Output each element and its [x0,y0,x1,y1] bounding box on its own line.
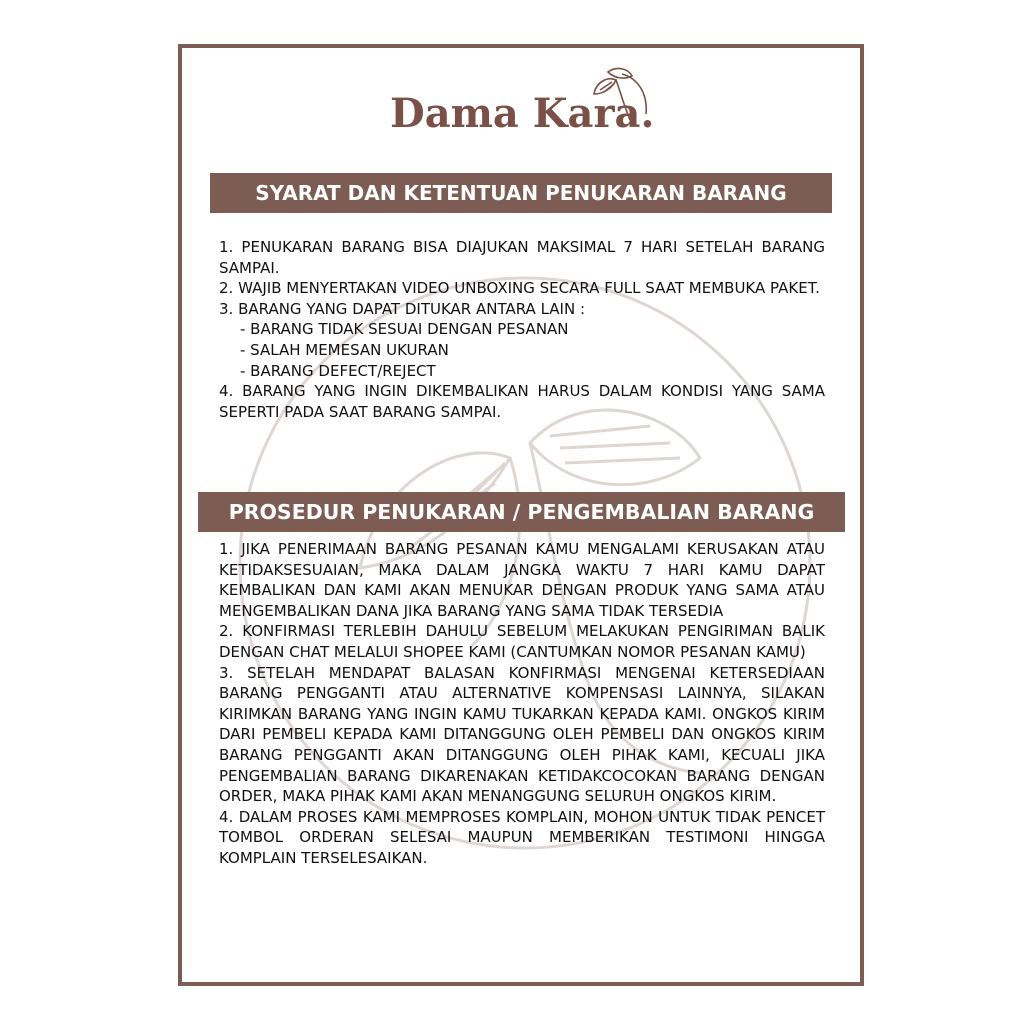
sub-list-item: - BARANG TIDAK SESUAI DENGAN PESANAN [240,320,569,339]
list-item: 3. SETELAH MENDAPAT BALASAN KONFIRMASI MENGENAI KETERSEDIAAN BARANG PENGGANTI ATAU ALTERNATIVE KOMPENSASI LAINNYA, SILAKAN KIRIMKAN BARANG YANG INGIN KAMU TUKARKAN KEPADA KAMI. ONGKOS KIRIM DARI PEMBELI KEPADA KAMI DITANGGUNG OLEH PEMBELI DAN ONGKOS KIRIM BARANG PENGGANTI AKAN DITANGGUNG OLEH PIHAK KAMI, KECUALI JIKA PENGEMBALIAN BARANG DIKARENAKAN KETIDAKCOCOKAN BARANG DENGAN ORDER, MAKA PIHAK KAMI AKAN MENANGGUNG SELURUH ONGKOS KIRIM. [219,663,825,806]
terms-list [219,237,825,422]
list-item: 2. WAJIB MENYERTAKAN VIDEO UNBOXING SECARA FULL SAAT MEMBUKA PAKET. [219,279,820,298]
list-item: 4. DALAM PROSES KAMI MEMPROSES KOMPLAIN, MOHON UNTUK TIDAK PENCET TOMBOL ORDERAN SELESAI MAUPUN MEMBERIKAN TESTIMONI HINGGA KOMPLAIN TERSELESAIKAN. [219,807,825,867]
list-item: 1. JIKA PENERIMAAN BARANG PESANAN KAMU MENGALAMI KERUSAKAN ATAU KETIDAKSESUAIAN, MAKA DALAM JANGKA WAKTU 7 HARI KAMU DAPAT KEMBALIKAN DAN KAMI AKAN MENUKAR DENGAN PRODUK YANG SAMA ATAU MENGEMBALIKAN DANA JIKA BARANG YANG SAMA TIDAK TERSEDIA [219,540,825,620]
sub-list-item: - SALAH MEMESAN UKURAN [240,340,449,359]
list-item: 1. PENUKARAN BARANG BISA DIAJUKAN MAKSIMAL 7 HARI SETELAH BARANG SAMPAI. [219,238,825,277]
list-item: 3. BARANG YANG DAPAT DITUKAR ANTARA LAIN : [219,299,586,318]
ginkgo-sprig-icon [586,64,656,124]
sub-list-item: - BARANG DEFECT/REJECT [240,361,436,380]
brand-logo-text: Dama Kara. [390,90,655,137]
section-heading-terms: SYARAT DAN KETENTUAN PENUKARAN BARANG [210,173,832,213]
section-heading-procedure: PROSEDUR PENUKARAN / PENGEMBALIAN BARANG [198,492,845,532]
list-item: 4. BARANG YANG INGIN DIKEMBALIKAN HARUS DALAM KONDISI YANG SAMA SEPERTI PADA SAAT BARANG SAMPAI. [219,382,825,421]
procedure-list [219,539,825,869]
list-item: 2. KONFIRMASI TERLEBIH DAHULU SEBELUM MELAKUKAN PENGIRIMAN BALIK DENGAN CHAT MELALUI SHOPEE KAMI (CANTUMKAN NOMOR PESANAN KAMU) [219,622,825,661]
